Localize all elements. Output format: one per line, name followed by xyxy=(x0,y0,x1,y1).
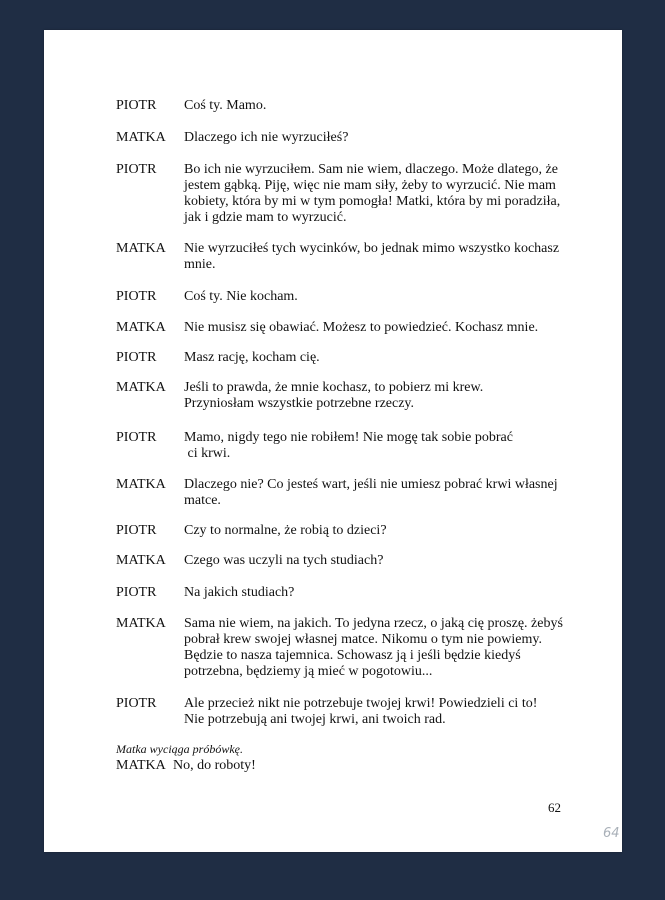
speaker-name: MATKA xyxy=(116,477,166,492)
speaker-name: PIOTR xyxy=(116,162,157,177)
speaker-name: MATKA xyxy=(116,553,166,568)
speaker-name: MATKA xyxy=(116,616,166,631)
page-number: 62 xyxy=(548,800,561,815)
dialogue-line: Mamo, nigdy tego nie robiłem! Nie mogę tak sobie pobrać xyxy=(184,430,513,445)
dialogue-text xyxy=(184,162,584,226)
final-line: No, do roboty! xyxy=(173,758,256,773)
stage-direction: Matka wyciąga próbówkę. xyxy=(116,742,243,756)
dialogue-line: jak i gdzie mam to wyrzucić. xyxy=(184,210,347,225)
speaker-name: PIOTR xyxy=(116,289,157,304)
dialogue-text xyxy=(184,380,584,412)
dialogue-text xyxy=(184,350,584,366)
speaker-name: PIOTR xyxy=(116,350,157,365)
dialogue-line: Dlaczego nie? Co jesteś wart, jeśli nie umiesz pobrać krwi własnej xyxy=(184,477,558,492)
dialogue-line: Coś ty. Nie kocham. xyxy=(184,289,298,304)
dialogue-line: potrzebna, będziemy ją mieć w pogotowiu... xyxy=(184,664,433,679)
dialogue-line: Sama nie wiem, na jakich. To jedyna rzecz, o jaką cię proszę. żebyś xyxy=(184,616,563,631)
dialogue-line: Przyniosłam wszystkie potrzebne rzeczy. xyxy=(184,396,415,411)
dialogue-line: Bo ich nie wyrzuciłem. Sam nie wiem, dlaczego. Może dlatego, że xyxy=(184,162,558,177)
dialogue-line: Dlaczego ich nie wyrzuciłeś? xyxy=(184,130,349,145)
speaker-name: MATKA xyxy=(116,320,166,335)
speaker-name: PIOTR xyxy=(116,585,157,600)
dialogue-line: Masz rację, kocham cię. xyxy=(184,350,320,365)
dialogue-line: matce. xyxy=(184,493,221,508)
dialogue-line: Nie potrzebują ani twojej krwi, ani twoich rad. xyxy=(184,712,446,727)
handwritten-page-number: 64 xyxy=(603,826,620,841)
speaker-name: MATKA xyxy=(116,380,166,395)
dialogue-text xyxy=(184,616,584,680)
dialogue-line: pobrał krew swojej własnej matce. Nikomu o tym nie powiemy. xyxy=(184,632,542,647)
dialogue-text xyxy=(184,696,584,728)
speaker-name: MATKA xyxy=(116,241,166,256)
speaker-name: PIOTR xyxy=(116,430,157,445)
document-page xyxy=(44,30,622,852)
dialogue-text xyxy=(184,130,584,146)
dialogue-text xyxy=(184,523,584,539)
dialogue-text xyxy=(184,241,584,273)
dialogue-line: Nie wyrzuciłeś tych wycinków, bo jednak mimo wszystko kochasz xyxy=(184,241,560,256)
dialogue-line: ci krwi. xyxy=(184,446,231,461)
dialogue-text xyxy=(184,320,584,336)
dialogue-text xyxy=(184,289,584,305)
dialogue-text xyxy=(184,430,584,462)
dialogue-line: Ale przecież nikt nie potrzebuje twojej krwi! Powiedzieli ci to! xyxy=(184,696,538,711)
dialogue-line: jestem gąbką. Piję, więc nie mam siły, żeby to wyrzucić. Nie mam xyxy=(184,178,556,193)
speaker-name: PIOTR xyxy=(116,523,157,538)
speaker-name: MATKA xyxy=(116,130,166,145)
dialogue-text xyxy=(184,98,584,114)
final-speaker: MATKA xyxy=(116,758,166,773)
dialogue-text xyxy=(184,477,584,509)
dialogue-line: mnie. xyxy=(184,257,216,272)
dialogue-line: Nie musisz się obawiać. Możesz to powiedzieć. Kochasz mnie. xyxy=(184,320,539,335)
dialogue-line: Czego was uczyli na tych studiach? xyxy=(184,553,384,568)
dialogue-line: Będzie to nasza tajemnica. Schowasz ją i jeśli będzie kiedyś xyxy=(184,648,521,663)
dialogue-text xyxy=(184,553,584,569)
speaker-name: PIOTR xyxy=(116,98,157,113)
dialogue-line: Coś ty. Mamo. xyxy=(184,98,267,113)
dialogue-line: kobiety, która by mi w tym pomogła! Matki, która by mi poradziła, xyxy=(184,194,561,209)
speaker-name: PIOTR xyxy=(116,696,157,711)
dialogue-line: Jeśli to prawda, że mnie kochasz, to pobierz mi krew. xyxy=(184,380,484,395)
dialogue-line: Czy to normalne, że robią to dzieci? xyxy=(184,523,387,538)
dialogue-line: Na jakich studiach? xyxy=(184,585,295,600)
dialogue-text xyxy=(184,585,584,601)
